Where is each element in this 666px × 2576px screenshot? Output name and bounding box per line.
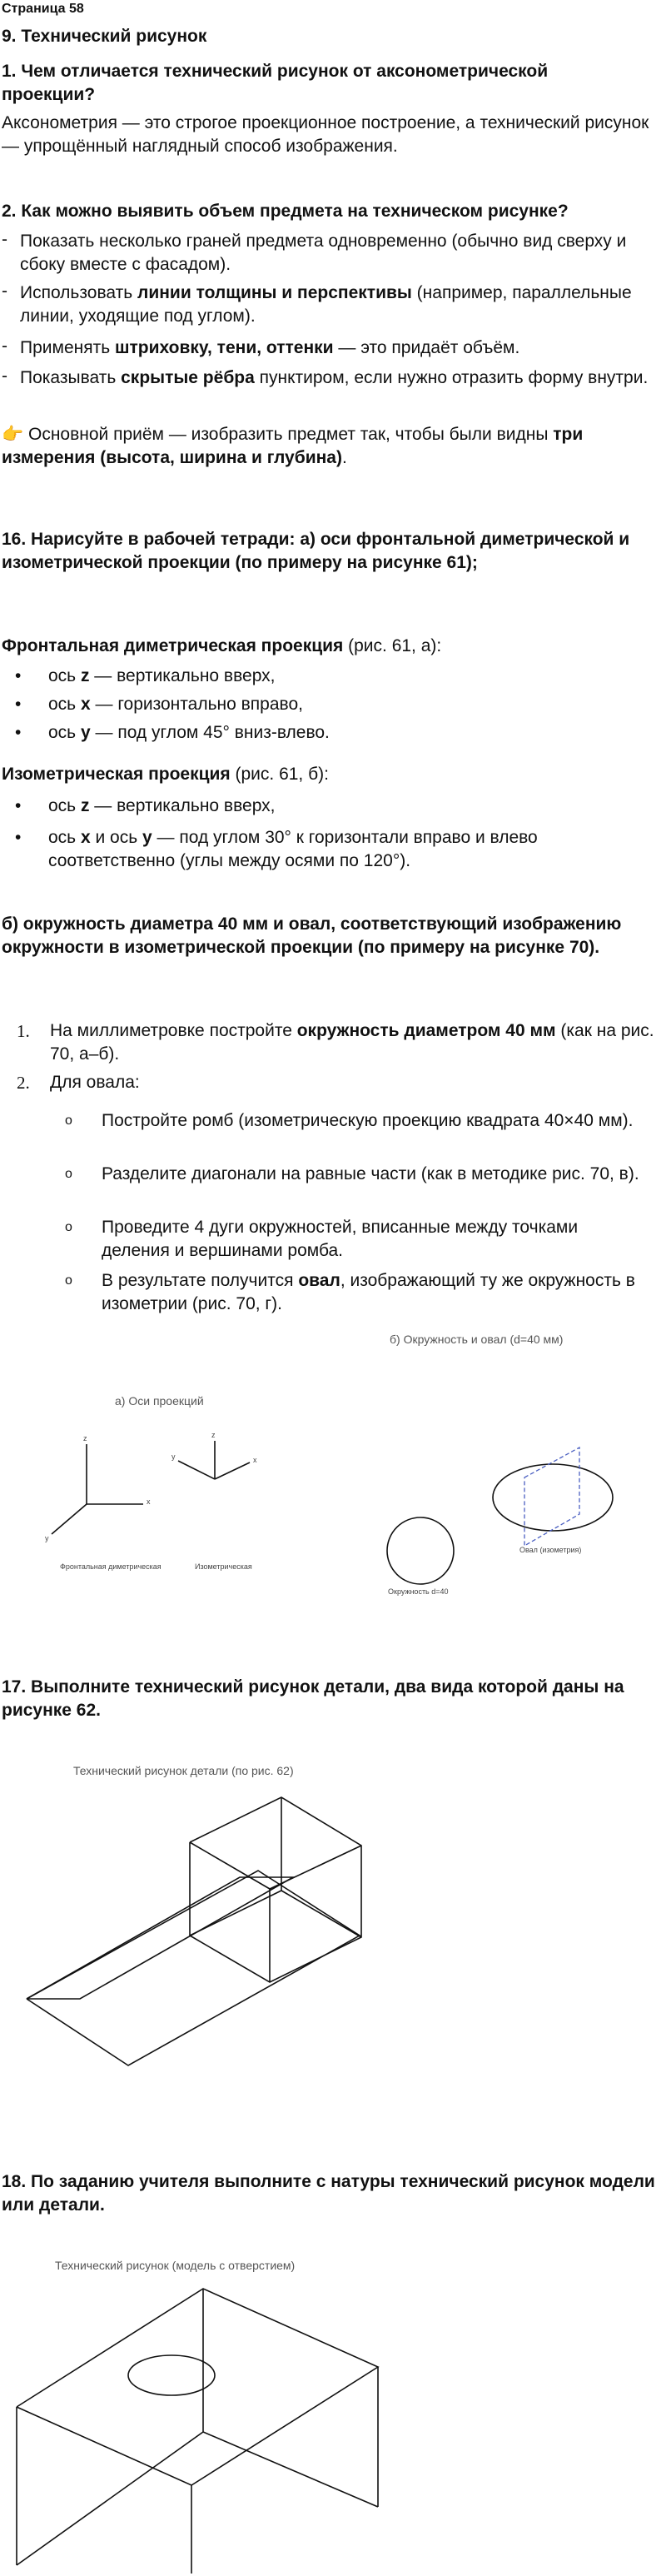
text-part: ось: [48, 828, 81, 847]
frontal-z-label: z: [83, 1434, 87, 1442]
bullet-marker: -: [2, 366, 7, 386]
text-part: ось: [48, 666, 81, 685]
text-part: Показывать: [20, 368, 122, 387]
text-bold: овал: [298, 1271, 340, 1290]
oval-label: Овал (изометрия): [519, 1546, 582, 1554]
text-part: В результате получится: [102, 1271, 299, 1290]
q16-title: 16. Нарисуйте в рабочей тетради: а) оси фронтальной диметрической и изометрической проекции (по примеру на рисунке 61);: [2, 530, 630, 572]
text-part: (рис. 61, а):: [343, 636, 442, 655]
text-part: Основной приём — изобразить предмет так, чтобы были видны: [23, 425, 554, 444]
bullet-circle: o: [65, 1167, 72, 1181]
text-part: ось: [48, 723, 81, 742]
frontal-y-label: y: [45, 1534, 49, 1542]
text-bold: z: [80, 666, 90, 685]
iso-label: Изометрическая: [195, 1562, 252, 1571]
bullet-circle: o: [65, 1114, 72, 1128]
q18-figure-caption: Технический рисунок (модель с отверстием): [55, 2259, 296, 2272]
q2-title: 2. Как можно выявить объем предмета на техническом рисунке?: [2, 202, 569, 221]
section-title: 9. Технический рисунок: [2, 27, 207, 46]
text-bold: x: [80, 695, 91, 714]
bullet-circle: o: [65, 1220, 72, 1234]
bullet-marker: -: [2, 230, 7, 249]
text-bold: Фронтальная диметрическая проекция: [2, 636, 344, 655]
text-part: — вертикально вверх,: [89, 796, 276, 815]
text-part: (например, параллельные линии, уходящие под углом).: [20, 283, 632, 326]
text-part: Для овала:: [50, 1073, 140, 1092]
q1-answer: Аксонометрия — это строгое проекционное построение, а технический рисунок — упрощённый наглядный способ изображения.: [2, 113, 649, 156]
text-bold: штриховку, тени, оттенки: [114, 338, 334, 357]
iso-x-label: x: [253, 1456, 257, 1464]
text-bold: x: [80, 828, 91, 847]
text-part: (как на рис. 70, а–б).: [50, 1021, 654, 1064]
q18-top-face: [17, 2289, 378, 2485]
bullet-dot: •: [15, 828, 22, 847]
text-part: — это придаёт объём.: [333, 338, 520, 357]
frontal-label: Фронтальная диметрическая: [60, 1562, 162, 1571]
text-part: — горизонтально вправо,: [90, 695, 303, 714]
text-part: Использовать: [20, 283, 137, 302]
page-number: Страница 58: [2, 2, 84, 16]
bullet-dot: •: [15, 666, 22, 685]
list-item-text: Показать несколько граней предмета одновременно (обычно вид сверху и сбоку вместе с фасадом).: [20, 232, 627, 274]
iso-y-label: y: [171, 1452, 176, 1461]
text-bold: z: [80, 796, 90, 815]
part-b-title: б) окружность диаметра 40 мм и овал, соответствующий изображению окружности в изометрической проекции (по примеру на рисунке 70).: [2, 914, 622, 957]
text-bold: окружность диаметром 40 мм: [296, 1021, 556, 1040]
bullet-dot: •: [15, 695, 22, 714]
iso-z-label: z: [211, 1431, 216, 1439]
text-part: , изображающий ту же окружность в изометрии (рис. 70, г).: [102, 1271, 635, 1313]
text-bold: три измерения (высота, ширина и глубина): [2, 425, 584, 467]
bullet-marker: -: [2, 336, 7, 356]
bullet-marker: -: [2, 282, 7, 301]
text-part: — под углом 30° к горизонтали вправо и влево соответственно (углы между осями по 120°).: [48, 828, 538, 870]
text-part: пунктиром, если нужно отразить форму внутри.: [254, 368, 649, 387]
text-part: ось: [48, 695, 81, 714]
bullet-dot: •: [15, 796, 22, 815]
text-part: — вертикально вверх,: [89, 666, 276, 685]
step-number: 2.: [17, 1073, 30, 1093]
text-part: Применять: [20, 338, 115, 357]
text-part: и ось: [90, 828, 143, 847]
list-item-text: Постройте ромб (изометрическую проекцию квадрата 40×40 мм).: [102, 1111, 634, 1130]
list-item-text: Разделите диагонали на равные части (как в методике рис. 70, в).: [102, 1164, 639, 1183]
q17-title: 17. Выполните технический рисунок детали, два вида которой даны на рисунке 62.: [2, 1677, 624, 1720]
q18-edge: [203, 2432, 378, 2507]
caption-circle-oval: б) Окружность и овал (d=40 мм): [390, 1333, 564, 1346]
pointing-hand-icon: 👉: [2, 425, 24, 444]
text-bold: скрытые рёбра: [121, 368, 255, 387]
list-item-text: Проведите 4 дуги окружностей, вписанные между точками деления и вершинами ромба.: [102, 1218, 579, 1260]
bullet-circle: o: [65, 1273, 72, 1288]
caption-axes: а) Оси проекций: [115, 1394, 204, 1408]
text-bold: Изометрическая проекция: [2, 765, 231, 784]
text-part: (рис. 61, б):: [230, 765, 329, 784]
text-part: — под углом 45° вниз-влево.: [90, 723, 330, 742]
q18-hole: [128, 2355, 215, 2395]
q18-title: 18. По заданию учителя выполните с натуры технический рисунок модели или детали.: [2, 2172, 655, 2215]
q18-edge: [17, 2432, 203, 2565]
frontal-x-label: x: [147, 1497, 151, 1506]
text-bold: y: [80, 723, 91, 742]
text-part: ось: [48, 796, 81, 815]
bullet-dot: •: [15, 723, 22, 742]
step-number: 1.: [17, 1021, 30, 1041]
text-part: .: [341, 448, 347, 467]
q17-figure-caption: Технический рисунок детали (по рис. 62): [73, 1764, 294, 1777]
text-bold: линии толщины и перспективы: [137, 283, 412, 302]
circle-label: Окружность d=40: [388, 1587, 449, 1596]
text-part: На миллиметровке постройте: [50, 1021, 297, 1040]
q1-title: 1. Чем отличается технический рисунок от аксонометрической проекции?: [2, 62, 549, 104]
text-bold: y: [142, 828, 152, 847]
